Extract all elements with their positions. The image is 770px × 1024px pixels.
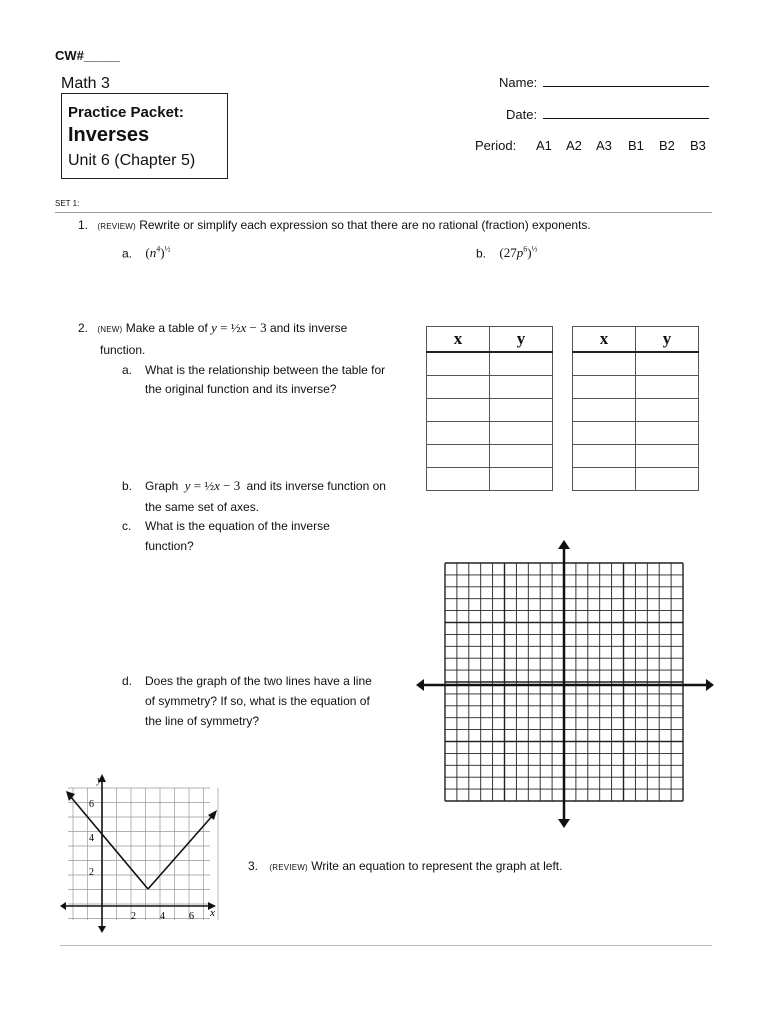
q3-number: 3. xyxy=(248,859,259,873)
q3-line xyxy=(248,856,562,878)
q1a-expression: $(n^4)^{\frac{1}{2}}$ xyxy=(145,245,171,261)
q2c-text-2: function? xyxy=(145,539,194,553)
table-header-y: y xyxy=(636,327,699,353)
x-tick-label: 6 xyxy=(189,911,194,922)
table-cell[interactable] xyxy=(636,445,699,468)
date-label: Date: xyxy=(506,107,538,122)
cw-label: CW#_____ xyxy=(55,48,121,63)
q2-equation: y = ½x − 3 xyxy=(211,320,267,335)
name-field[interactable] xyxy=(499,74,709,90)
table-cell[interactable] xyxy=(573,399,636,422)
table-cell[interactable] xyxy=(636,352,699,376)
q2c-text-1: What is the equation of the inverse xyxy=(145,519,330,533)
table-cell[interactable] xyxy=(490,468,553,491)
q1-text: Rewrite or simplify each expression so that there are no rational (fraction) exponents. xyxy=(139,218,591,232)
table-header-x: x xyxy=(427,327,490,353)
table-cell[interactable] xyxy=(573,422,636,445)
y-tick-label: 6 xyxy=(89,799,94,810)
q2-intro xyxy=(78,318,347,340)
q2b-text-3: the same set of axes. xyxy=(145,500,260,514)
period-row xyxy=(475,138,715,153)
period-option[interactable]: B1 xyxy=(628,138,644,153)
table-header-y: y xyxy=(490,327,553,353)
date-line[interactable] xyxy=(543,106,709,119)
small-y-axis xyxy=(98,774,106,933)
y-tick-label: 2 xyxy=(89,867,94,878)
period-option[interactable]: A2 xyxy=(566,138,582,153)
y-tick-label: 4 xyxy=(89,833,94,844)
q1b xyxy=(476,240,538,263)
table-cell[interactable] xyxy=(636,422,699,445)
table-cell[interactable] xyxy=(427,352,490,376)
q3-tag: (REVIEW) xyxy=(269,863,308,872)
q1a xyxy=(122,240,171,263)
q2a-label: a. xyxy=(122,363,133,377)
small-x-axis xyxy=(60,902,216,910)
table-cell[interactable] xyxy=(636,468,699,491)
table-cell[interactable] xyxy=(573,352,636,376)
x-tick-label: 2 xyxy=(131,911,136,922)
period-option[interactable]: B3 xyxy=(690,138,706,153)
set-label: SET 1: xyxy=(55,199,80,208)
q1b-expression: $(27p^6)^{\frac{1}{3}}$ xyxy=(499,245,538,261)
small-y-axis-label: y xyxy=(97,775,102,786)
table-cell[interactable] xyxy=(427,376,490,399)
period-option[interactable]: A1 xyxy=(536,138,552,153)
q1-tag: (REVIEW) xyxy=(97,222,136,231)
table-cell[interactable] xyxy=(636,376,699,399)
xy-table-original xyxy=(426,326,553,491)
q2-intro-text-2: and its inverse xyxy=(269,321,348,335)
table-cell[interactable] xyxy=(427,422,490,445)
q2b-text: Graph xyxy=(145,479,179,493)
table-cell[interactable] xyxy=(490,352,553,376)
q1-line xyxy=(78,215,591,237)
table-cell[interactable] xyxy=(490,376,553,399)
q2-intro-text: Make a table of xyxy=(125,321,208,335)
q3-text: Write an equation to represent the graph at left. xyxy=(311,859,563,873)
small-x-axis-label: x xyxy=(210,907,215,919)
q2a-text-1: What is the relationship between the table for xyxy=(145,363,386,377)
table-cell[interactable] xyxy=(573,445,636,468)
table-cell[interactable] xyxy=(490,422,553,445)
date-field[interactable] xyxy=(506,106,709,122)
q2b-text-2: and its inverse function on xyxy=(246,479,386,493)
unit-label: Unit 6 (Chapter 5) xyxy=(68,152,196,169)
q2d-text-3: the line of symmetry? xyxy=(145,714,260,728)
packet-title: Practice Packet: xyxy=(68,104,184,121)
q2a-text-2: the original function and its inverse? xyxy=(145,382,337,396)
xy-table-inverse xyxy=(572,326,699,491)
footer-divider xyxy=(60,945,712,946)
q2-number: 2. xyxy=(78,321,89,335)
absolute-value-graph xyxy=(60,770,225,935)
q1b-label: b. xyxy=(476,246,487,261)
period-option[interactable]: B2 xyxy=(659,138,675,153)
table-cell[interactable] xyxy=(427,399,490,422)
table-header-x: x xyxy=(573,327,636,353)
q2d-text-1: Does the graph of the two lines have a line xyxy=(145,674,372,688)
q1-number: 1. xyxy=(78,218,89,232)
topic-title: Inverses xyxy=(68,124,150,146)
q2d-label: d. xyxy=(122,674,133,688)
name-line[interactable] xyxy=(543,74,709,87)
q2-intro-line2: function. xyxy=(100,343,146,357)
table-cell[interactable] xyxy=(573,468,636,491)
course-name: Math 3 xyxy=(61,75,110,92)
name-label: Name: xyxy=(499,75,538,90)
table-cell[interactable] xyxy=(490,445,553,468)
coordinate-grid[interactable] xyxy=(410,535,715,835)
table-cell[interactable] xyxy=(636,399,699,422)
q2-tag: (NEW) xyxy=(97,325,123,334)
title-box xyxy=(61,93,228,179)
period-label: Period: xyxy=(475,138,517,153)
q2b-label: b. xyxy=(122,479,133,493)
q2d-text-2: of symmetry? If so, what is the equation of xyxy=(145,694,370,708)
divider xyxy=(55,212,712,213)
period-option[interactable]: A3 xyxy=(596,138,612,153)
q2b-equation: y = ½x − 3 xyxy=(184,478,241,493)
q1a-label: a. xyxy=(122,246,133,261)
table-cell[interactable] xyxy=(573,376,636,399)
q2c-label: c. xyxy=(122,519,132,533)
table-cell[interactable] xyxy=(490,399,553,422)
table-cell[interactable] xyxy=(427,468,490,491)
q2b-line xyxy=(145,476,386,496)
x-tick-label: 4 xyxy=(160,911,165,922)
table-cell[interactable] xyxy=(427,445,490,468)
